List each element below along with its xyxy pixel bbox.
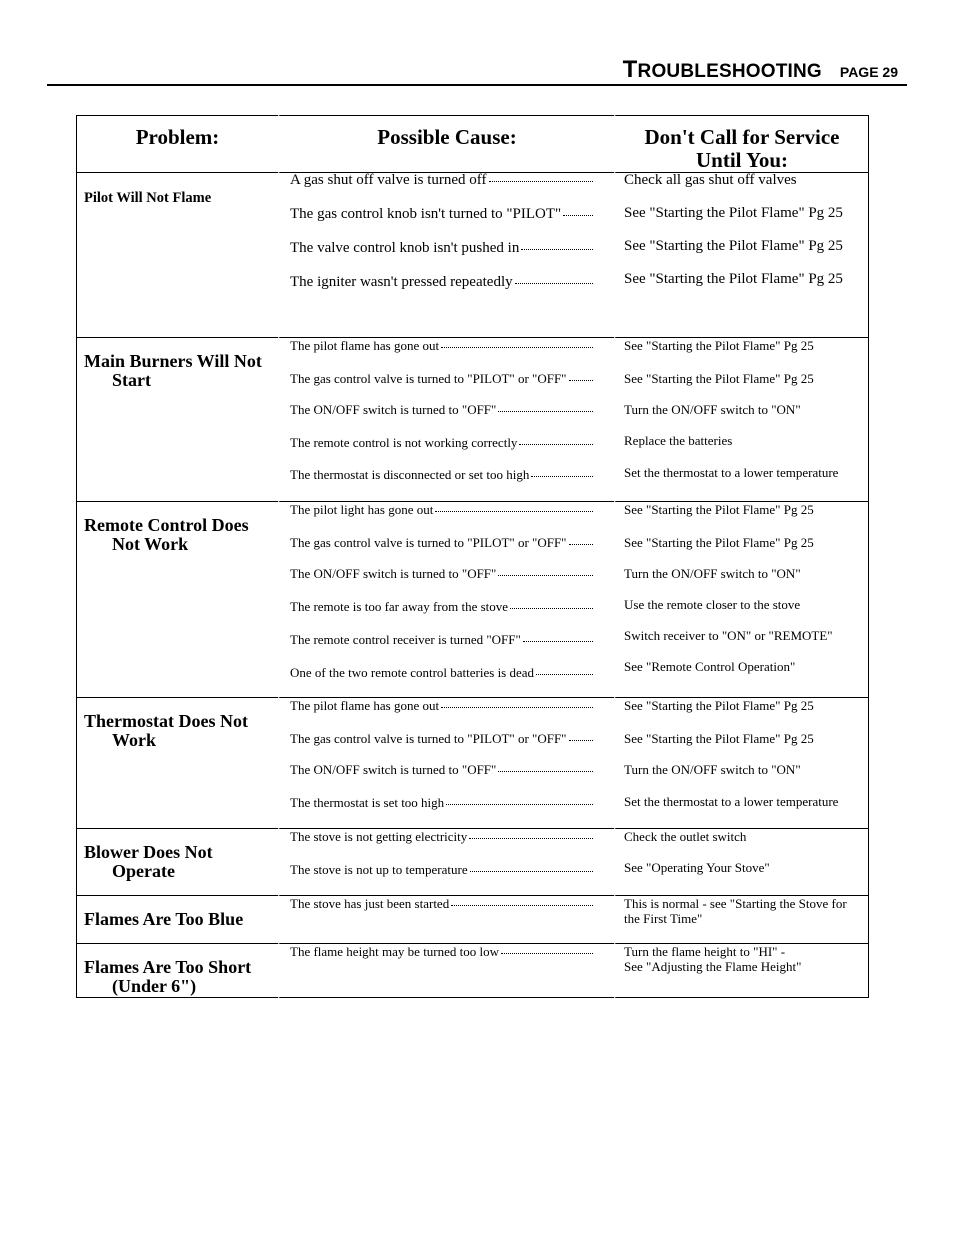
cause-text: The remote control receiver is turned "OFF"	[290, 632, 521, 647]
cause-item	[290, 207, 593, 222]
cause-text: The stove has just been started	[290, 896, 450, 911]
cause-text: The pilot flame has gone out	[290, 338, 440, 353]
dot-leader	[498, 411, 593, 412]
problem-group	[76, 829, 869, 896]
solution-item: This is normal - see "Starting the Stove for the First Time"	[624, 896, 847, 926]
table-body	[76, 173, 869, 998]
causes-cell	[278, 944, 614, 998]
cause-text: The gas control knob isn't turned to "PILOT"	[290, 206, 562, 222]
cause-text: One of the two remote control batteries is dead	[290, 665, 535, 680]
dot-leader	[498, 575, 593, 576]
problem-label-continued: Start	[112, 370, 151, 390]
solution-item: Turn the ON/OFF switch to "ON"	[624, 762, 801, 777]
header-problem: Problem:	[76, 115, 278, 173]
dot-leader	[435, 511, 593, 512]
cause-item	[290, 731, 593, 746]
dot-leader	[523, 641, 593, 642]
cause-item	[290, 944, 593, 959]
cause-item	[290, 829, 593, 844]
solution-item: See "Starting the Pilot Flame" Pg 25	[624, 371, 814, 386]
solution-item: See "Starting the Pilot Flame" Pg 25	[624, 271, 843, 287]
problem-cell	[76, 502, 278, 698]
dot-leader	[498, 771, 593, 772]
solution-item: Check all gas shut off valves	[624, 172, 797, 188]
cause-text: The thermostat is disconnected or set too high	[290, 467, 530, 482]
solution-item: Turn the ON/OFF switch to "ON"	[624, 566, 801, 581]
cause-item	[290, 467, 593, 482]
cause-text: The pilot flame has gone out	[290, 698, 440, 713]
problem-cell	[76, 173, 278, 338]
header-service-line2: Until You:	[696, 148, 788, 172]
solution-item: Turn the ON/OFF switch to "ON"	[624, 402, 801, 417]
dot-leader	[521, 249, 593, 250]
cause-text: The flame height may be turned too low	[290, 944, 500, 959]
problem-cell	[76, 944, 278, 998]
dot-leader	[451, 905, 593, 906]
dot-leader	[519, 444, 593, 445]
cause-item	[290, 632, 593, 647]
problem-label: Pilot Will Not Flame	[84, 190, 212, 206]
solution-item: Set the thermostat to a lower temperature	[624, 465, 839, 480]
problem-cell	[76, 338, 278, 502]
problem-cell	[76, 896, 278, 944]
dot-leader	[489, 181, 593, 182]
cause-item	[290, 566, 593, 581]
cause-item	[290, 896, 593, 911]
dot-leader	[563, 215, 593, 216]
problem-group	[76, 698, 869, 829]
dot-leader	[515, 283, 593, 284]
dot-leader	[569, 740, 594, 741]
cause-item	[290, 599, 593, 614]
cause-text: The igniter wasn't pressed repeatedly	[290, 274, 513, 290]
problem-label-continued: (Under 6")	[112, 976, 197, 996]
solutions-cell	[614, 173, 869, 338]
cause-text: The gas control valve is turned to "PILOT" or "OFF"	[290, 371, 567, 386]
problem-label: Thermostat Does Not	[84, 711, 248, 731]
solutions-cell	[614, 829, 869, 896]
solution-item: See "Starting the Pilot Flame" Pg 25	[624, 205, 843, 221]
dot-leader	[501, 953, 593, 954]
solution-item: Replace the batteries	[624, 433, 733, 448]
problem-group	[76, 173, 869, 338]
dot-leader	[531, 476, 593, 477]
solution-item: Check the outlet switch	[624, 829, 747, 844]
dot-leader	[569, 544, 594, 545]
cause-item	[290, 402, 593, 417]
cause-text: The ON/OFF switch is turned to "OFF"	[290, 762, 497, 777]
cause-item	[290, 173, 593, 188]
cause-text: The ON/OFF switch is turned to "OFF"	[290, 566, 497, 581]
problem-label-continued: Work	[112, 730, 157, 750]
problem-label-continued: Operate	[112, 861, 175, 881]
causes-cell	[278, 896, 614, 944]
header-service	[614, 115, 869, 173]
causes-cell	[278, 338, 614, 502]
problem-label: Remote Control Does	[84, 515, 249, 535]
title-initial: T	[622, 56, 638, 83]
cause-text: The gas control valve is turned to "PILOT" or "OFF"	[290, 535, 567, 550]
title-rest: ROUBLESHOOTING	[637, 61, 822, 82]
cause-item	[290, 435, 593, 450]
dot-leader	[469, 838, 593, 839]
page-number: PAGE 29	[839, 64, 898, 80]
cause-item	[290, 241, 593, 256]
dot-leader	[470, 871, 593, 872]
page-title	[623, 56, 822, 83]
problem-group	[76, 944, 869, 998]
solution-item: See "Starting the Pilot Flame" Pg 25	[624, 535, 814, 550]
dot-leader	[536, 674, 593, 675]
cause-item	[290, 275, 593, 290]
problem-label-continued: Not Work	[112, 534, 189, 554]
causes-cell	[278, 829, 614, 896]
cause-text: The thermostat is set too high	[290, 795, 445, 810]
problem-label: Main Burners Will Not	[84, 351, 262, 371]
cause-text: The stove is not up to temperature	[290, 862, 468, 877]
cause-item	[290, 535, 593, 550]
solution-item: See "Starting the Pilot Flame" Pg 25	[624, 698, 814, 713]
troubleshooting-table	[76, 115, 869, 998]
cause-item	[290, 795, 593, 810]
solutions-cell	[614, 944, 869, 998]
solution-item: Use the remote closer to the stove	[624, 597, 801, 612]
table-header-row	[76, 115, 869, 173]
page-header	[623, 56, 898, 84]
problem-group	[76, 502, 869, 698]
causes-cell	[278, 173, 614, 338]
cause-item	[290, 762, 593, 777]
solution-item: Turn the flame height to "HI" - See "Adjusting the Flame Height"	[624, 944, 802, 974]
cause-text: The remote control is not working correctly	[290, 435, 518, 450]
problem-group	[76, 338, 869, 502]
dot-leader	[446, 804, 593, 805]
cause-text: The gas control valve is turned to "PILOT" or "OFF"	[290, 731, 567, 746]
dot-leader	[569, 380, 594, 381]
solution-item: Set the thermostat to a lower temperature	[624, 794, 839, 809]
dot-leader	[441, 347, 593, 348]
solution-item: See "Starting the Pilot Flame" Pg 25	[624, 502, 814, 517]
problem-label: Flames Are Too Short	[84, 957, 252, 977]
solution-item: See "Remote Control Operation"	[624, 659, 796, 674]
problem-group	[76, 896, 869, 944]
dot-leader	[510, 608, 593, 609]
solutions-cell	[614, 698, 869, 829]
problem-label: Blower Does Not	[84, 842, 213, 862]
causes-cell	[278, 502, 614, 698]
problem-cell	[76, 829, 278, 896]
header-rule	[47, 84, 907, 86]
cause-text: The pilot light has gone out	[290, 502, 434, 517]
solutions-cell	[614, 338, 869, 502]
solution-item: See "Starting the Pilot Flame" Pg 25	[624, 238, 843, 254]
cause-text: The remote is too far away from the stove	[290, 599, 509, 614]
cause-item	[290, 698, 593, 713]
cause-text: The ON/OFF switch is turned to "OFF"	[290, 402, 497, 417]
causes-cell	[278, 698, 614, 829]
solution-item: Switch receiver to "ON" or "REMOTE"	[624, 628, 833, 643]
cause-text: The stove is not getting electricity	[290, 829, 468, 844]
problem-cell	[76, 698, 278, 829]
solution-item: See "Starting the Pilot Flame" Pg 25	[624, 731, 814, 746]
solutions-cell	[614, 502, 869, 698]
header-service-line1: Don't Call for Service	[644, 125, 840, 149]
cause-item	[290, 502, 593, 517]
solutions-cell	[614, 896, 869, 944]
dot-leader	[441, 707, 593, 708]
cause-item	[290, 665, 593, 680]
cause-text: A gas shut off valve is turned off	[290, 172, 487, 188]
solution-item: See "Starting the Pilot Flame" Pg 25	[624, 338, 814, 353]
cause-item	[290, 862, 593, 877]
cause-item	[290, 371, 593, 386]
problem-label: Flames Are Too Blue	[84, 909, 244, 929]
cause-item	[290, 338, 593, 353]
header-cause: Possible Cause:	[278, 115, 614, 173]
cause-text: The valve control knob isn't pushed in	[290, 240, 520, 256]
solution-item: See "Operating Your Stove"	[624, 860, 770, 875]
